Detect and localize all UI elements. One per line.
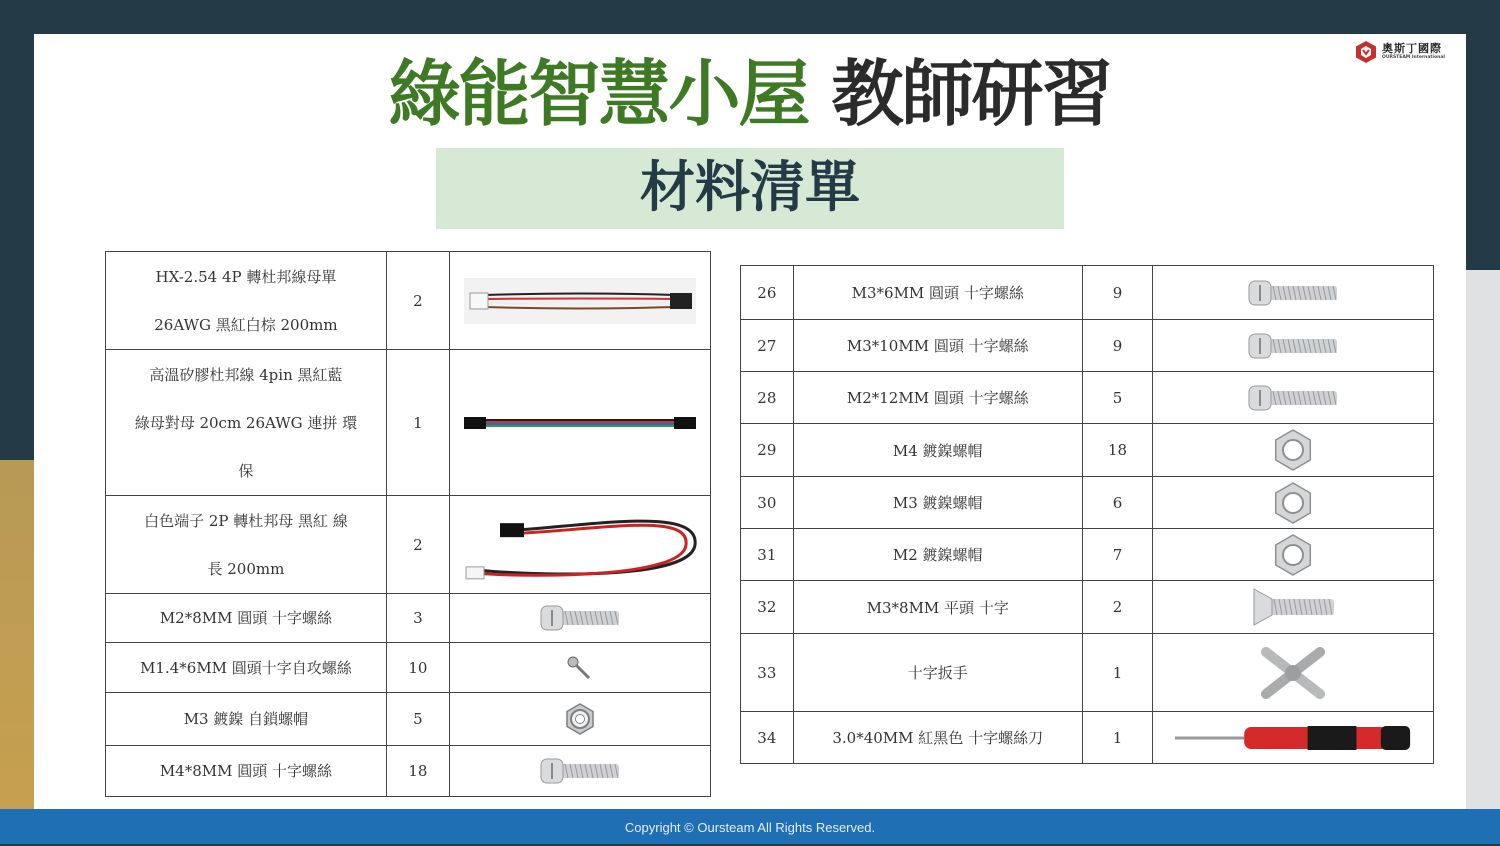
logo-cn-text: 奧斯丁國際 xyxy=(1382,42,1442,56)
item-qty: 5 xyxy=(386,693,449,746)
item-image xyxy=(1153,634,1434,712)
item-qty: 3 xyxy=(386,594,449,643)
left-materials-table xyxy=(105,251,711,797)
item-name: M4 鍍鎳螺帽 xyxy=(793,424,1082,477)
table-row xyxy=(106,350,711,496)
flat-screw-icon xyxy=(1248,585,1338,629)
flat-cable-icon xyxy=(464,403,696,443)
screw-icon xyxy=(537,605,623,631)
item-name-line: M1.4*6MM 圓頭十字自攻螺絲 xyxy=(140,658,352,677)
table-row xyxy=(106,496,711,594)
item-name xyxy=(106,693,387,746)
item-image xyxy=(1153,424,1434,477)
item-name: M3*8MM 平頭 十字 xyxy=(793,581,1082,634)
item-name: 3.0*40MM 紅黑色 十字螺絲刀 xyxy=(793,712,1082,764)
item-qty: 6 xyxy=(1082,477,1153,529)
hex-nut-icon xyxy=(1271,428,1315,472)
item-image xyxy=(1153,712,1434,764)
item-name-line: 綠母對母 20cm 26AWG 連拼 環 xyxy=(134,413,358,432)
item-no: 28 xyxy=(741,372,794,424)
item-no: 32 xyxy=(741,581,794,634)
item-image xyxy=(1153,529,1434,581)
table-row xyxy=(741,529,1434,581)
title-green: 綠能智慧小屋 xyxy=(388,52,809,136)
item-no: 26 xyxy=(741,266,794,320)
footer xyxy=(0,809,1500,844)
item-name: M2*12MM 圓頭 十字螺絲 xyxy=(793,372,1082,424)
item-name: M3*6MM 圓頭 十字螺絲 xyxy=(793,266,1082,320)
screw-icon xyxy=(1245,277,1341,309)
item-qty: 1 xyxy=(386,350,449,496)
table-row xyxy=(741,634,1434,712)
item-name-line: M2*8MM 圓頭 十字螺絲 xyxy=(159,609,333,627)
logo-en-text: OURSTEAM International xyxy=(1382,55,1445,61)
item-name xyxy=(106,252,387,350)
item-name-line: M4*8MM 圓頭 十字螺絲 xyxy=(159,762,333,780)
item-name-line: 長 200mm xyxy=(207,559,285,578)
table-row xyxy=(741,372,1434,424)
item-qty: 9 xyxy=(1082,320,1153,372)
item-no: 27 xyxy=(741,320,794,372)
item-image xyxy=(1153,266,1434,320)
item-image xyxy=(1153,372,1434,424)
item-qty: 2 xyxy=(1082,581,1153,634)
item-qty: 1 xyxy=(1082,634,1153,712)
item-image xyxy=(1153,320,1434,372)
item-name-line: 白色端子 2P 轉杜邦母 黑紅 線 xyxy=(144,511,348,530)
table-row xyxy=(106,252,711,350)
right-accent xyxy=(1466,270,1500,810)
item-name-line: 26AWG 黑紅白棕 200mm xyxy=(154,315,338,334)
table-row xyxy=(106,746,711,797)
copyright-text: Copyright © Oursteam All Rights Reserved. xyxy=(624,820,876,835)
item-name: M2 鍍鎳螺帽 xyxy=(793,529,1082,581)
item-name: 十字扳手 xyxy=(793,634,1082,712)
item-image xyxy=(449,350,710,496)
item-qty: 18 xyxy=(386,746,449,797)
item-qty: 9 xyxy=(1082,266,1153,320)
item-qty: 1 xyxy=(1082,712,1153,764)
item-qty: 7 xyxy=(1082,529,1153,581)
item-name-line: 高溫矽膠杜邦線 4pin 黑紅藍 xyxy=(149,365,343,384)
item-no: 29 xyxy=(741,424,794,477)
item-qty: 18 xyxy=(1082,424,1153,477)
hex-nut-icon xyxy=(1271,533,1315,577)
red-black-cable-icon xyxy=(460,503,700,587)
item-name-line: 保 xyxy=(238,461,254,480)
item-name xyxy=(106,594,387,643)
hex-nut-icon xyxy=(1271,481,1315,525)
4p-cable-icon xyxy=(464,278,696,324)
item-name xyxy=(106,746,387,797)
table-row xyxy=(741,320,1434,372)
table-row xyxy=(741,581,1434,634)
item-image xyxy=(449,693,710,746)
screw-icon xyxy=(1245,330,1341,362)
lock-nut-icon xyxy=(563,702,597,736)
item-name-line: HX-2.54 4P 轉杜邦線母單 xyxy=(155,267,337,286)
item-qty: 10 xyxy=(386,643,449,693)
subtitle: 材料清單 xyxy=(639,155,860,219)
table-row xyxy=(741,266,1434,320)
item-qty: 5 xyxy=(1082,372,1153,424)
item-qty: 2 xyxy=(386,496,449,594)
item-image xyxy=(449,643,710,693)
item-no: 31 xyxy=(741,529,794,581)
item-image xyxy=(449,594,710,643)
right-materials-table xyxy=(740,265,1434,764)
item-image xyxy=(1153,581,1434,634)
item-no: 30 xyxy=(741,477,794,529)
screw-icon xyxy=(537,758,623,784)
item-name-line: M3 鍍鎳 自鎖螺帽 xyxy=(183,710,309,728)
small-screw-icon xyxy=(565,654,595,682)
item-no: 33 xyxy=(741,634,794,712)
item-name: M3 鍍鎳螺帽 xyxy=(793,477,1082,529)
item-no: 34 xyxy=(741,712,794,764)
table-row xyxy=(106,594,711,643)
table-row xyxy=(741,712,1434,764)
item-name xyxy=(106,496,387,594)
item-name xyxy=(106,643,387,693)
item-name: M3*10MM 圓頭 十字螺絲 xyxy=(793,320,1082,372)
table-row xyxy=(106,693,711,746)
table-row xyxy=(106,643,711,693)
item-image xyxy=(449,252,710,350)
item-image xyxy=(449,746,710,797)
item-image xyxy=(1153,477,1434,529)
screw-icon xyxy=(1245,382,1341,414)
table-row xyxy=(741,424,1434,477)
screwdriver-icon xyxy=(1171,722,1415,754)
item-qty: 2 xyxy=(386,252,449,350)
page-title xyxy=(0,52,1500,136)
subtitle-box xyxy=(436,148,1064,229)
item-name xyxy=(106,350,387,496)
gold-accent xyxy=(0,460,34,844)
title-dark: 教師研習 xyxy=(831,52,1112,136)
table-row xyxy=(741,477,1434,529)
cross-wrench-icon xyxy=(1250,638,1336,708)
item-image xyxy=(449,496,710,594)
